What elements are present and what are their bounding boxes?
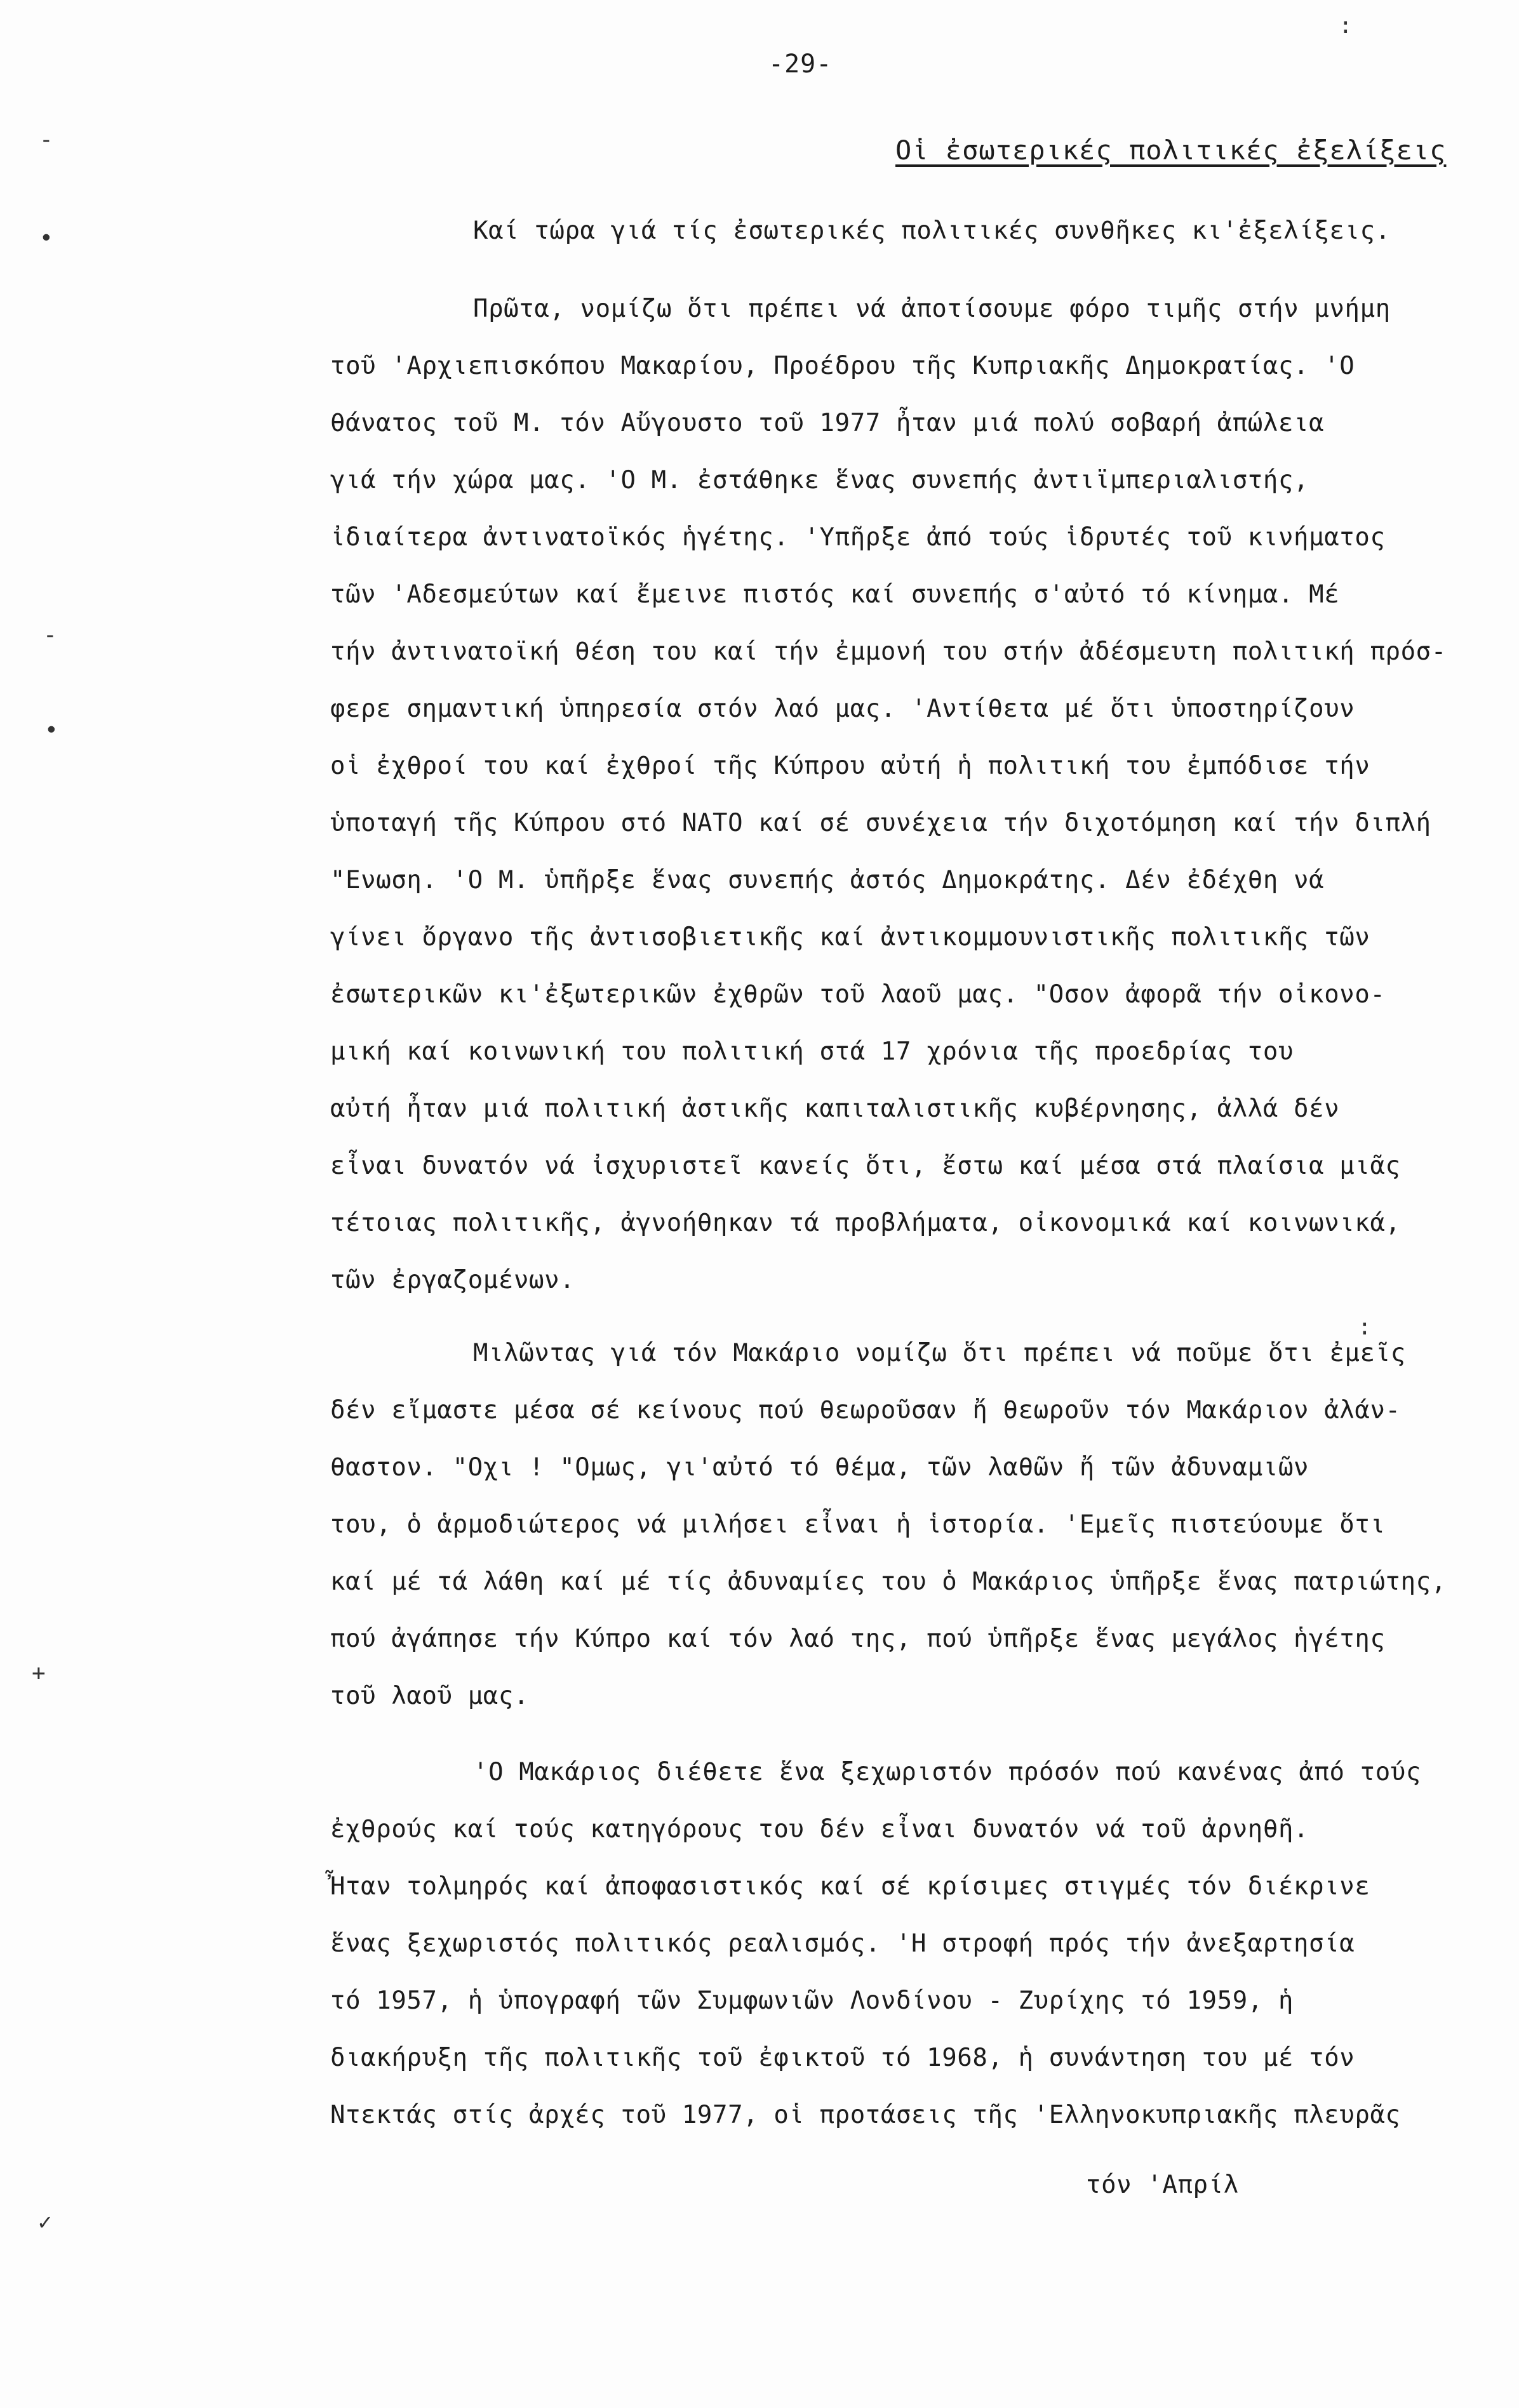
text-line: ἕνας ξεχωριστός πολιτικός ρεαλισμός. 'Η στροφή πρός τήν ἀνεξαρτησία <box>330 1929 1355 1958</box>
text-line: θαστον. "Οχι ! "Ομως, γι'αὐτό τό θέμα, τῶν λαθῶν ἤ τῶν ἀδυναμιῶν <box>330 1453 1309 1482</box>
text-line: τῶν ἐργαζομένων. <box>330 1266 575 1294</box>
text-line: τήν ἀντινατοϊκή θέση του καί τήν ἐμμονή του στήν ἀδέσμευτη πολιτική πρόσ- <box>330 637 1447 666</box>
margin-dot-mark: • <box>44 717 58 743</box>
text-line: τοῦ λαοῦ μας. <box>330 1682 530 1710</box>
margin-dash-mark: - <box>43 622 57 648</box>
margin-colon-mark: : <box>1339 13 1353 39</box>
text-line: ἐσωτερικῶν κι'ἐξωτερικῶν ἐχθρῶν τοῦ λαοῦ μας. "Οσον ἀφορᾶ τήν οἰκονο- <box>330 980 1386 1009</box>
text-line: Μιλῶντας γιά τόν Μακάριο νομίζω ὅτι πρέπει νά ποῦμε ὅτι ἐμεῖς <box>473 1339 1406 1367</box>
text-line: ἐχθρούς καί τούς κατηγόρους του δέν εἶναι δυνατόν νά τοῦ ἀρνηθῆ. <box>330 1815 1309 1844</box>
margin-dash-mark: - <box>39 127 53 153</box>
text-line: τῶν 'Αδεσμεύτων καί ἔμεινε πιστός καί συνεπής σ'αὐτό τό κίνημα. Μέ <box>330 580 1340 609</box>
text-line: ἰδιαίτερα ἀντινατοϊκός ἡγέτης. 'Υπῆρξε ἀπό τούς ἱδρυτές τοῦ κινήματος <box>330 523 1386 552</box>
text-line: τό 1957, ἡ ὑπογραφή τῶν Συμφωνιῶν Λονδίνου - Ζυρίχης τό 1959, ἡ <box>330 1986 1294 2015</box>
text-line: τέτοιας πολιτικῆς, ἀγνοήθηκαν τά προβλήματα, οἰκονομικά καί κοινωνικά, <box>330 1209 1401 1237</box>
text-line: πού ἀγάπησε τήν Κύπρο καί τόν λαό της, πού ὑπῆρξε ἕνας μεγάλος ἡγέτης <box>330 1625 1386 1653</box>
page-number: -29- <box>768 50 833 79</box>
text-line: διακήρυξη τῆς πολιτικῆς τοῦ ἐφικτοῦ τό 1968, ἡ συνάντηση του μέ τόν <box>330 2044 1355 2072</box>
text-line: Ντεκτάς στίς ἀρχές τοῦ 1977, οἱ προτάσεις τῆς 'Ελληνοκυπριακῆς πλευρᾶς <box>330 2101 1401 2129</box>
text-line: μική καί κοινωνική του πολιτική στά 17 χρόνια τῆς προεδρίας του <box>330 1037 1294 1066</box>
text-line: Καί τώρα γιά τίς ἐσωτερικές πολιτικές συνθῆκες κι'ἐξελίξεις. <box>473 216 1391 245</box>
text-line: φερε σημαντική ὑπηρεσία στόν λαό μας. 'Αντίθετα μέ ὅτι ὑποστηρίζουν <box>330 695 1355 723</box>
text-line: οἱ ἐχθροί του καί ἐχθροί τῆς Κύπρου αὐτή ἡ πολιτική του ἐμπόδισε τήν <box>330 752 1370 780</box>
text-line: θάνατος τοῦ Μ. τόν Αὔγουστο τοῦ 1977 ἦταν μιά πολύ σοβαρή ἀπώλεια <box>330 409 1325 437</box>
text-line: Πρῶτα, νομίζω ὅτι πρέπει νά ἀποτίσουμε φόρο τιμῆς στήν μνήμη <box>473 295 1391 323</box>
text-line: Ἦταν τολμηρός καί ἀποφασιστικός καί σέ κρίσιμες στιγμές τόν διέκρινε <box>330 1872 1370 1901</box>
margin-dot-mark: • <box>39 225 53 251</box>
text-line: γιά τήν χώρα μας. 'Ο Μ. ἐστάθηκε ἕνας συνεπής ἀντιϊμπεριαλιστής, <box>330 466 1309 495</box>
text-line: "Ενωση. 'Ο Μ. ὑπῆρξε ἕνας συνεπής ἀστός Δημοκράτης. Δέν ἐδέχθη νά <box>330 866 1325 895</box>
text-line: 'Ο Μακάριος διέθετε ἕνα ξεχωριστόν πρόσόν πού κανένας ἀπό τούς <box>473 1758 1421 1786</box>
section-heading: Οἱ ἐσωτερικές πολιτικές ἐξελίξεις <box>895 135 1447 166</box>
text-line: δέν εἴμαστε μέσα σέ κείνους πού θεωροῦσαν ἤ θεωροῦν τόν Μακάριον ἀλάν- <box>330 1396 1401 1425</box>
text-line: εἶναι δυνατόν νά ἰσχυριστεῖ κανείς ὅτι, ἔστω καί μέσα στά πλαίσια μιᾶς <box>330 1152 1401 1180</box>
text-line: καί μέ τά λάθη καί μέ τίς ἀδυναμίες του ὁ Μακάριος ὑπῆρξε ἕνας πατριώτης, <box>330 1567 1447 1596</box>
margin-cross-mark: + <box>32 1660 46 1686</box>
text-line: αὐτή ἦταν μιά πολιτική ἀστικῆς καπιταλιστικῆς κυβέρνησης, ἀλλά δέν <box>330 1094 1340 1123</box>
margin-tick-mark: ✓ <box>38 2209 52 2235</box>
margin-colon-mark: : <box>1358 1314 1372 1340</box>
catchword: τόν 'Απρίλ <box>1086 2171 1239 2199</box>
text-line: του, ὁ ἁρμοδιώτερος νά μιλήσει εἶναι ἡ ἱστορία. 'Εμεῖς πιστεύουμε ὅτι <box>330 1510 1386 1539</box>
text-line: γίνει ὄργανο τῆς ἀντισοβιετικῆς καί ἀντικομμουνιστικῆς πολιτικῆς τῶν <box>330 923 1370 952</box>
text-line: τοῦ 'Αρχιεπισκόπου Μακαρίου, Προέδρου τῆς Κυπριακῆς Δημοκρατίας. 'Ο <box>330 352 1355 380</box>
text-line: ὑποταγή τῆς Κύπρου στό ΝΑΤΟ καί σέ συνέχεια τήν διχοτόμηση καί τήν διπλή <box>330 809 1431 837</box>
